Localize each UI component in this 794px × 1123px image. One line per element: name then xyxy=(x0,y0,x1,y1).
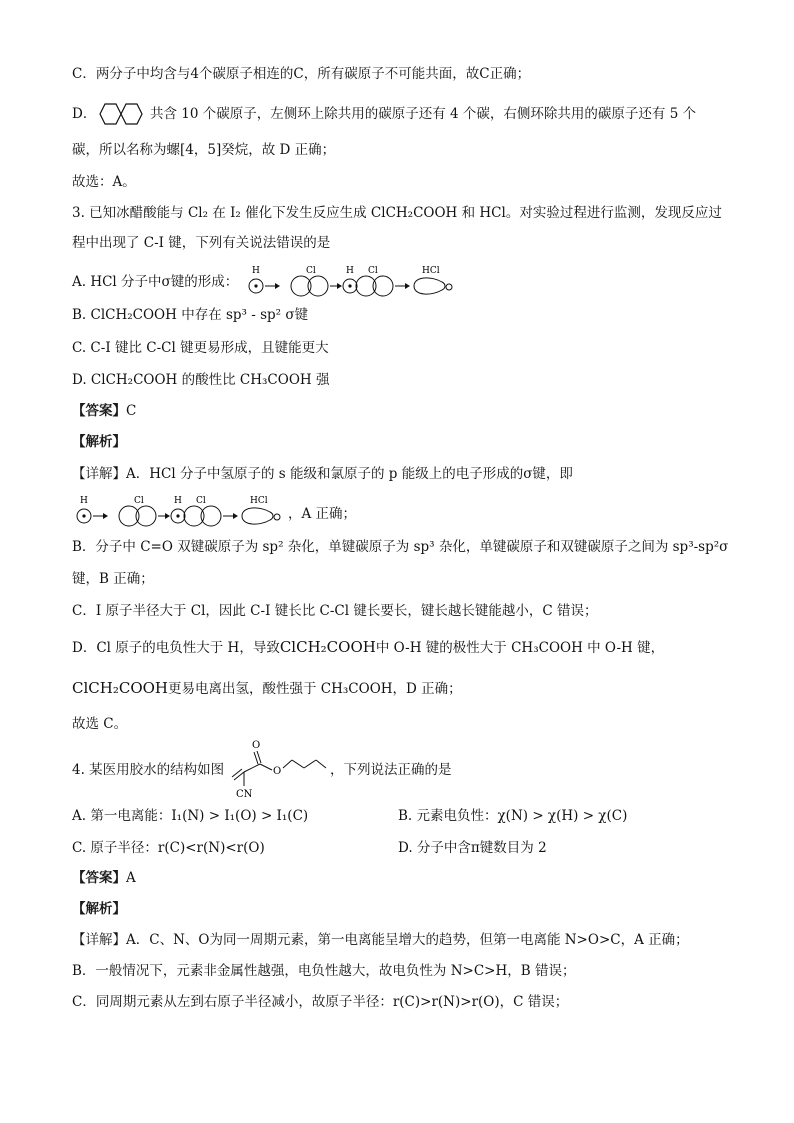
cl-label-2: Cl xyxy=(368,266,378,276)
cn-label: CN xyxy=(236,789,253,800)
hcl-label-2: HCl xyxy=(250,496,268,506)
q4-stem-prefix: 4. 某医用胶水的结构如图 xyxy=(72,762,225,778)
answer-label-2: 【答案】 xyxy=(72,870,126,886)
detail-d-2: ClCH₂COOH更易电离出氢，酸性强于 CH₃COOH，D 正确； xyxy=(72,679,462,697)
detail-a-end: ，A 正确； xyxy=(288,506,357,522)
analysis-label: 【解析】 xyxy=(72,434,126,450)
option-d-line xyxy=(72,104,96,124)
cl-label-4: Cl xyxy=(196,496,206,506)
detail-a: 【详解】A．HCl 分子中氢原子的 s 能级和氯原子的 p 能级上的电子形成的σ键，即 xyxy=(72,466,573,482)
h-label-2: H xyxy=(346,266,354,276)
q3-stem-1: 3. 已知冰醋酸能与 Cl₂ 在 I₂ 催化下发生反应生成 ClCH₂COOH 和 HCl。对实验过程进行监测，发现反应过 xyxy=(72,205,722,221)
option-d-prefix: D． xyxy=(72,106,97,122)
q4-option-d: D. 分子中含π键数目为 2 xyxy=(398,840,547,856)
detail-d-1: D．Cl 原子的电负性大于 H，导致ClCH₂COOH中 O-H 键的极性大于 CH₃COOH 中 O-H 键， xyxy=(72,638,665,656)
spiro-structure xyxy=(94,100,150,128)
sigma-bond-diagram-2 xyxy=(74,492,288,528)
option-d-continue: 碳，所以名称为螺[4，5]癸烷，故 D 正确； xyxy=(72,142,336,158)
option-c-text: C．两分子中均含与4个碳原子相连的C，所有碳原子不可能共面，故C正确； xyxy=(72,66,531,82)
q3-option-b: B. ClCH₂COOH 中存在 sp³ - sp² σ键 xyxy=(72,307,309,323)
q3-option-d: D. ClCH₂COOH 的酸性比 CH₃COOH 强 xyxy=(72,372,330,388)
sigma-bond-diagram xyxy=(246,262,460,298)
hcl-label: HCl xyxy=(422,266,440,276)
q4-option-a: A. 第一电离能：I₁(N) > I₁(O) > I₁(C) xyxy=(72,808,309,824)
detail4-c: C．同周期元素从左到右原子半径减小，故原子半径：r(C)>r(N)>r(O)，C 错误； xyxy=(72,994,569,1010)
q4-stem-suffix: ，下列说法正确的是 xyxy=(330,762,452,778)
formula-clch2cooh: ClCH₂COOH xyxy=(279,638,376,656)
detail4-a: 【详解】A．C、N、O为同一周期元素，第一电离能呈增大的趋势，但第一电离能 N>O>C，A 正确； xyxy=(72,932,689,948)
cl-label: Cl xyxy=(306,266,316,276)
choose-c: 故选 C。 xyxy=(72,716,128,732)
q3-option-c: C. C-I 键比 C-Cl 键更易形成，且键能更大 xyxy=(72,340,329,356)
h-label-4: H xyxy=(174,496,182,506)
detail-b-1: B．分子中 C=O 双键碳原子为 sp² 杂化，单键碳原子为 sp³ 杂化，单键碳原子和双键碳原子之间为 sp³-sp²σ xyxy=(72,539,729,555)
choose-a: 故选：A。 xyxy=(72,174,136,190)
answer-line-2 xyxy=(72,868,136,888)
q3-stem-2: 程中出现了 C-I 键，下列有关说法错误的是 xyxy=(72,235,331,251)
h-label: H xyxy=(252,266,260,276)
carbonyl-o-label: O xyxy=(252,740,261,751)
cl-label-3: Cl xyxy=(134,496,144,506)
detail-c: C．I 原子半径大于 Cl，因此 C-I 键长比 C-Cl 键长要长，键长越长键能越小，C 错误； xyxy=(72,603,598,619)
answer-value: C xyxy=(126,403,137,419)
h-label-3: H xyxy=(80,496,88,506)
option-d-text: 共含 10 个碳原子，左侧环上除共用的碳原子还有 4 个碳，右侧环除共用的碳原子还有 5 个 xyxy=(150,106,697,122)
detail4-b: B．一般情况下，元素非金属性越强，电负性越大，故电负性为 N>C>H，B 错误； xyxy=(72,963,576,979)
answer-value-2: A xyxy=(126,870,136,886)
answer-line xyxy=(72,401,136,421)
detail-b-2: 键，B 正确； xyxy=(72,571,154,587)
adhesive-structure xyxy=(230,736,328,800)
q4-option-b: B. 元素电负性：χ(N) > χ(H) > χ(C) xyxy=(398,808,628,824)
q3-option-a: A. HCl 分子中σ键的形成： xyxy=(72,274,239,290)
q4-option-c: C. 原子半径：r(C)<r(N)<r(O) xyxy=(72,840,265,856)
formula-clch2cooh-2: ClCH₂COOH xyxy=(72,679,168,697)
ester-o-label: O xyxy=(273,766,282,777)
answer-label: 【答案】 xyxy=(72,403,126,419)
analysis-label-2: 【解析】 xyxy=(72,901,126,917)
